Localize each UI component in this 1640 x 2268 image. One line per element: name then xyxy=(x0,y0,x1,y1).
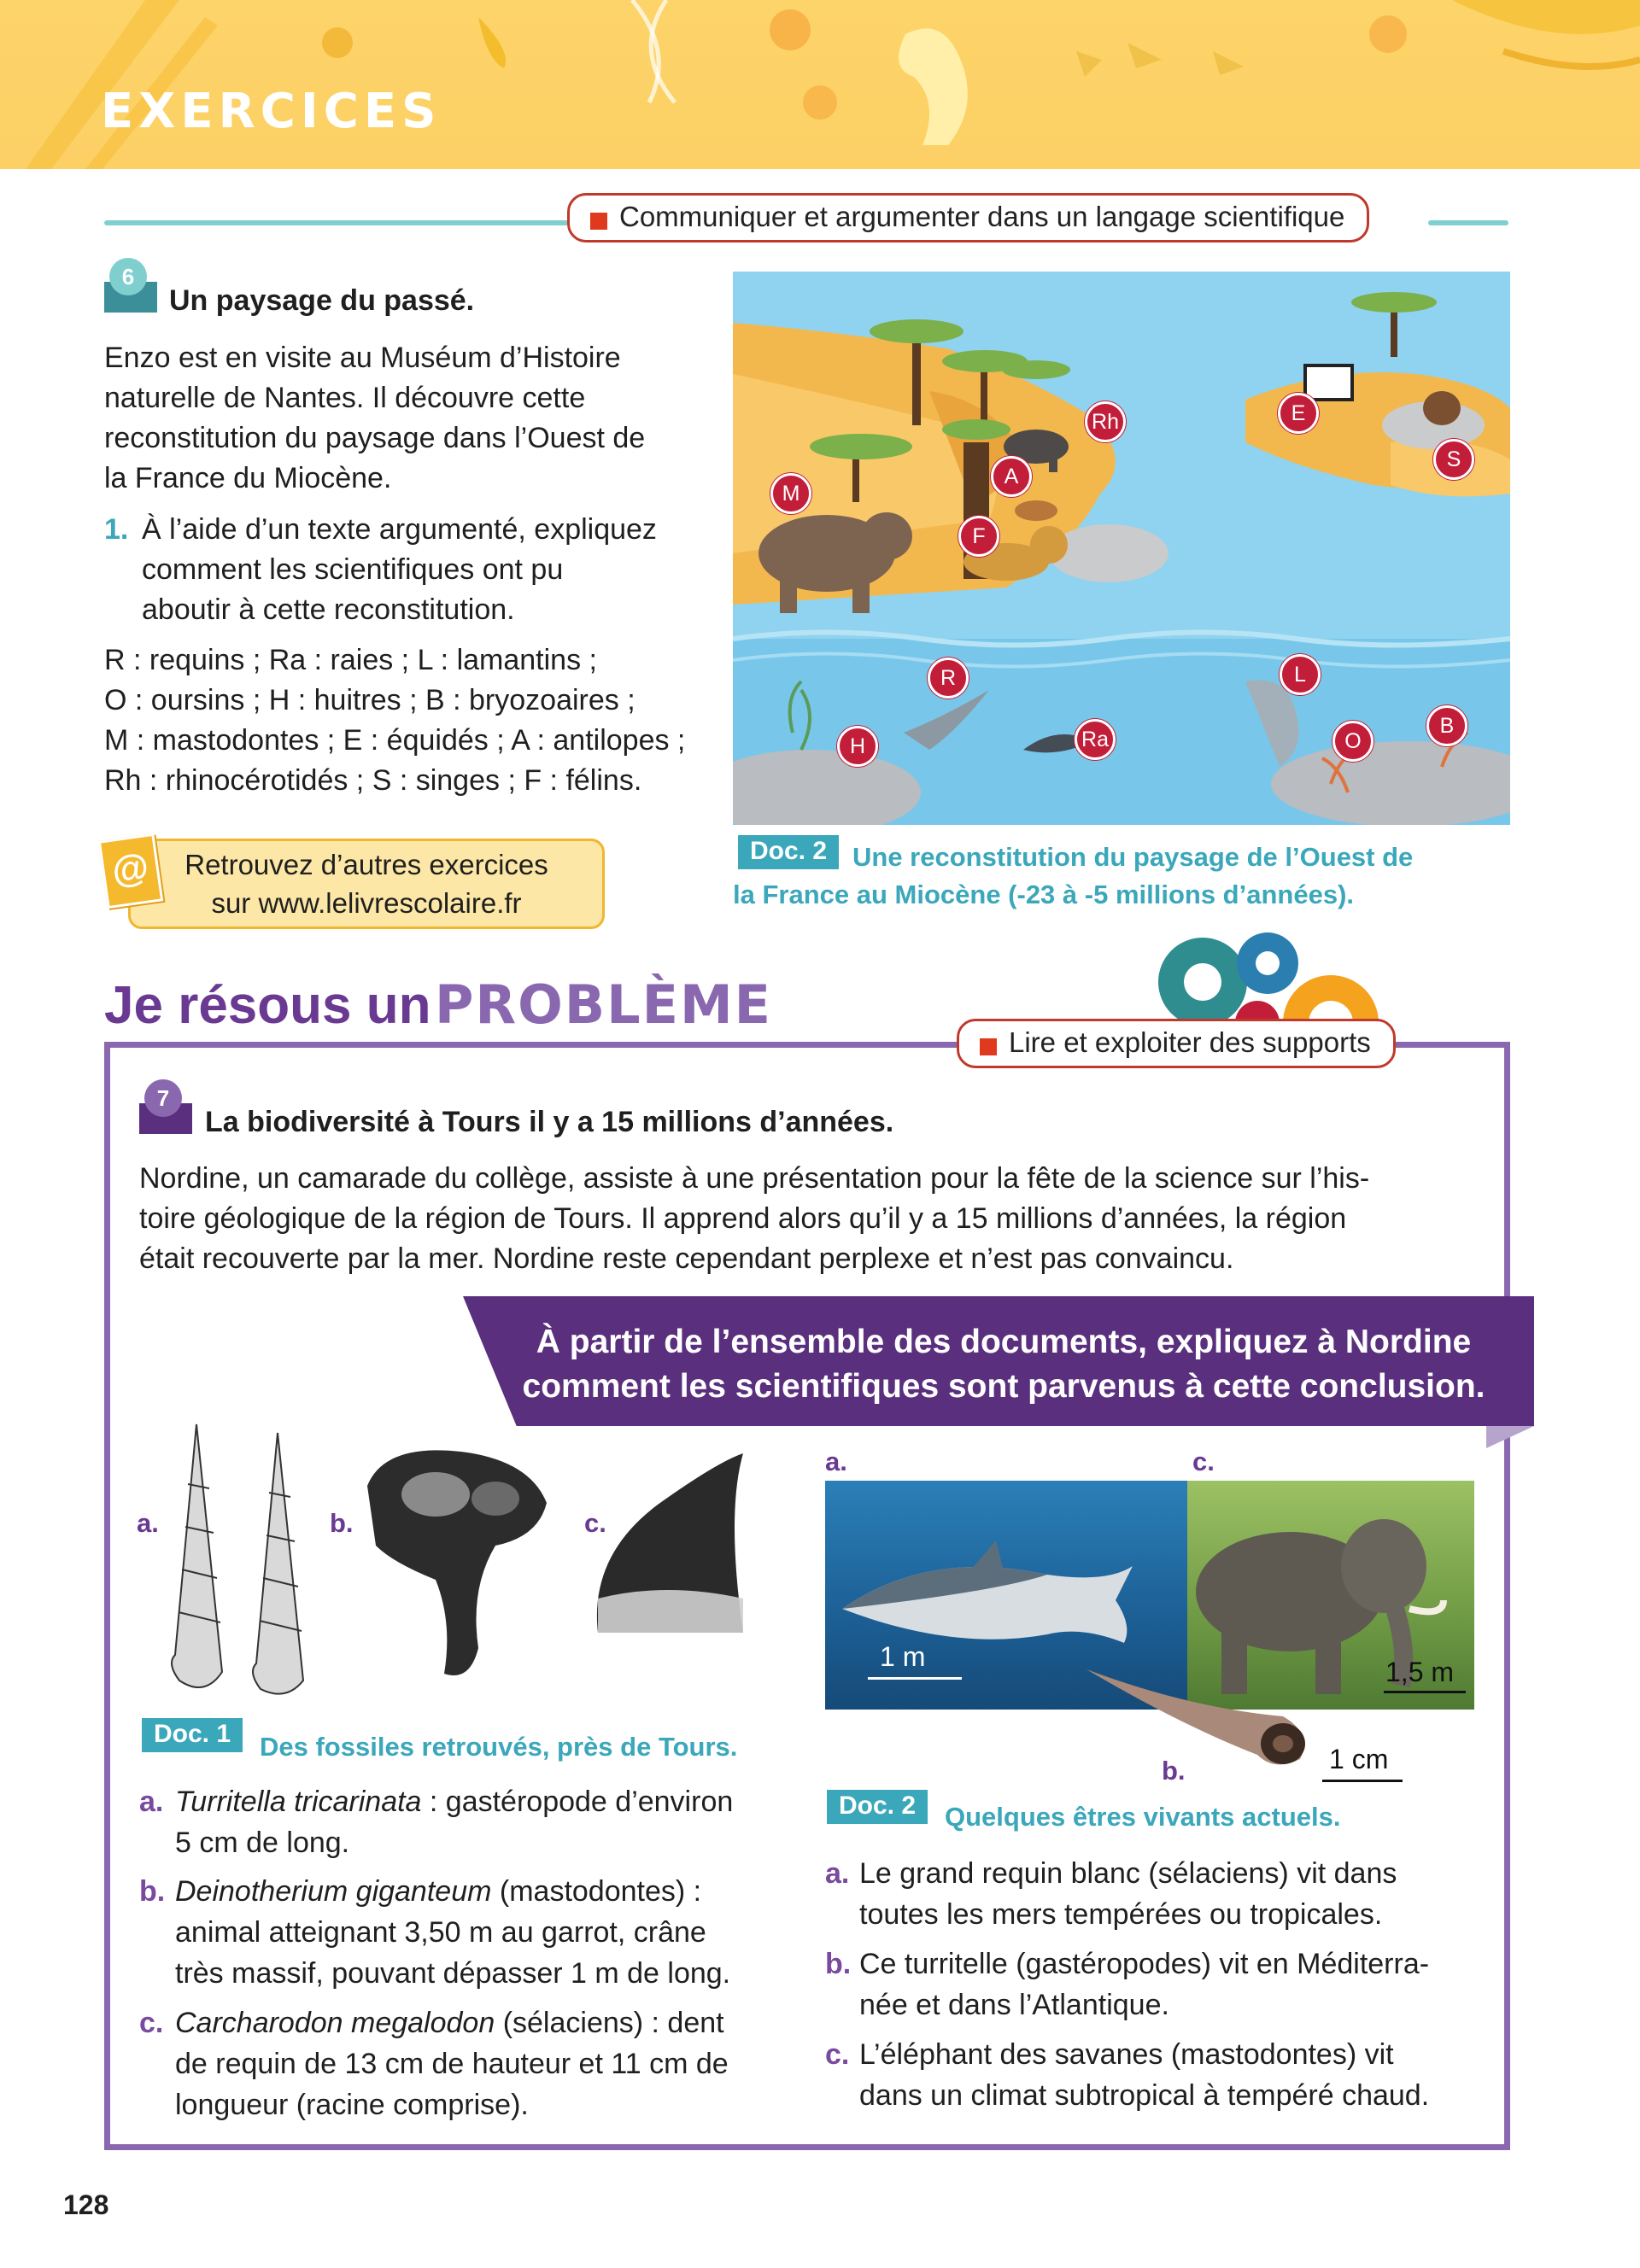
marker-l: L xyxy=(1280,654,1321,695)
question-line: À l’aide d’un texte argumenté, expliquez xyxy=(142,513,657,546)
item-letter: b. xyxy=(139,1875,166,1908)
header-title: EXERCICES xyxy=(101,84,442,139)
page-number: 128 xyxy=(63,2189,109,2220)
species-name: Turritella tricarinata xyxy=(175,1786,422,1818)
item-text: de requin de 13 cm de hauteur et 11 cm de xyxy=(175,2048,729,2080)
problem-intro xyxy=(139,1159,1480,1279)
section-rule-left xyxy=(104,220,574,225)
question-number: 1. xyxy=(104,513,129,546)
caption-line1: Une reconstitution du paysage de l’Ouest de xyxy=(852,842,1414,872)
item-letter: b. xyxy=(825,1948,852,1980)
doc1-item-a xyxy=(139,1781,805,1863)
scale-label-shell: 1 cm xyxy=(1329,1744,1389,1774)
doc-caption-landscape xyxy=(733,839,1519,914)
at-sign-icon xyxy=(98,833,163,909)
section-rule-right xyxy=(1428,220,1508,225)
intro-line: Nordine, un camarade du collège, assiste à une présentation pour la fête de la science sur l’his- xyxy=(139,1162,1370,1195)
marker-b: B xyxy=(1426,705,1467,746)
marker-rh: Rh xyxy=(1085,401,1126,442)
doc1-item-c xyxy=(139,2002,814,2125)
marker-s: S xyxy=(1433,439,1474,480)
item-letter: c. xyxy=(139,2007,164,2039)
item-text: (mastodontes) : xyxy=(491,1875,702,1908)
web-link-line2[interactable]: sur www.lelivrescolaire.fr xyxy=(211,887,522,919)
intro-line: Enzo est en visite au Muséum d’Histoire xyxy=(104,342,621,374)
doc2-item-a xyxy=(825,1853,1483,1935)
intro-line: était recouverte par la mer. Nordine reste cependant perplexe et n’est pas convaincu. xyxy=(139,1242,1234,1275)
fossil-fig-letter-b: b. xyxy=(330,1508,354,1538)
living-fig-letter-a: a. xyxy=(825,1447,847,1476)
exercise-number-badge xyxy=(139,1085,192,1139)
exercise-question xyxy=(104,510,719,630)
marker-a: A xyxy=(991,456,1032,497)
question-line: comment les scientifiques ont pu xyxy=(142,553,564,586)
marker-r: R xyxy=(928,658,969,699)
species-name: Deinotherium giganteum xyxy=(175,1875,492,1908)
problem-heading-part2: PROBLÈME xyxy=(434,973,772,1036)
problem-title: La biodiversité à Tours il y a 15 millions d’années. xyxy=(205,1106,894,1138)
item-text: Le grand requin blanc (sélaciens) vit dans xyxy=(859,1857,1397,1890)
item-text: L’éléphant des savanes (mastodontes) vit xyxy=(859,2038,1394,2071)
scale-bar-shark xyxy=(868,1677,962,1680)
doc2-item-c xyxy=(825,2034,1483,2116)
intro-line: naturelle de Nantes. Il découvre cette xyxy=(104,382,586,414)
item-text: née et dans l’Atlantique. xyxy=(859,1989,1169,2021)
living-fig-letter-c: c. xyxy=(1192,1447,1215,1476)
scale-bar-elephant xyxy=(1384,1691,1466,1693)
species-legend xyxy=(104,640,728,801)
marker-ra: Ra xyxy=(1075,719,1116,760)
at-sign-glyph: @ xyxy=(108,845,152,892)
item-letter: a. xyxy=(139,1786,164,1818)
item-letter: a. xyxy=(825,1857,850,1890)
doc1-label: Doc. 1 xyxy=(142,1718,243,1752)
miocene-landscape-illustration xyxy=(733,272,1510,825)
scale-label-shark: 1 m xyxy=(880,1641,926,1672)
skill-tag-label: Communiquer et argumenter dans un langage scientifique xyxy=(619,201,1345,232)
problem-heading-part1: Je résous un xyxy=(104,976,431,1035)
gears-icon xyxy=(1151,929,1399,1032)
fossil-fig-letter-c: c. xyxy=(584,1508,606,1538)
legend-line: R : requins ; Ra : raies ; L : lamantins ; xyxy=(104,644,597,676)
page-header xyxy=(0,0,1640,169)
scale-bar-shell xyxy=(1322,1780,1403,1782)
item-text: (sélaciens) : dent xyxy=(495,2007,724,2039)
banner-line2: comment les scientifiques sont parvenus à cette conclusion. xyxy=(522,1368,1485,1405)
intro-line: toire géologique de la région de Tours. Il apprend alors qu’il y a 15 millions d’années, la région xyxy=(139,1202,1347,1235)
question-line: aboutir à cette reconstitution. xyxy=(142,593,515,626)
doc1-caption: Des fossiles retrouvés, près de Tours. xyxy=(260,1732,738,1762)
megalodon-tooth-image xyxy=(581,1453,760,1650)
item-letter: c. xyxy=(825,2038,850,2071)
species-name: Carcharodon megalodon xyxy=(175,2007,495,2039)
deinotherium-skull-image xyxy=(350,1435,555,1691)
doc-label-landscape: Doc. 2 xyxy=(738,835,839,869)
scale-label-elephant: 1,5 m xyxy=(1385,1657,1455,1687)
doc1-item-b xyxy=(139,1871,814,1994)
intro-line: reconstitution du paysage dans l’Ouest de xyxy=(104,422,646,454)
living-fig-letter-b: b. xyxy=(1162,1756,1186,1786)
exercise-intro xyxy=(104,338,719,499)
exercise-number-badge xyxy=(104,264,157,318)
marker-f: F xyxy=(958,516,999,557)
web-link-line1: Retrouvez d’autres exercices xyxy=(184,849,548,880)
intro-line: la France du Miocène. xyxy=(104,462,392,494)
legend-line: M : mastodontes ; E : équidés ; A : antilopes ; xyxy=(104,724,686,757)
item-text: très massif, pouvant dépasser 1 m de long. xyxy=(175,1957,731,1990)
marker-h: H xyxy=(837,726,878,767)
task-banner-text xyxy=(478,1320,1529,1409)
skill-tag-label: Lire et exploiter des supports xyxy=(1009,1026,1371,1058)
item-text: : gastéropode d’environ xyxy=(421,1786,734,1818)
skill-tag-read xyxy=(957,1019,1396,1068)
problem-heading xyxy=(104,973,772,1036)
legend-line: Rh : rhinocérotidés ; S : singes ; F : félins. xyxy=(104,764,642,797)
badge-circle: 6 xyxy=(109,258,147,295)
item-text: longueur (racine comprise). xyxy=(175,2089,529,2121)
banner-line1: À partir de l’ensemble des documents, expliquez à Nordine xyxy=(536,1324,1472,1360)
marker-e: E xyxy=(1278,393,1319,434)
doc2-label: Doc. 2 xyxy=(827,1790,928,1824)
banner-shadow xyxy=(1486,1426,1534,1448)
item-text: Ce turritelle (gastéropodes) vit en Méditerra- xyxy=(859,1948,1430,1980)
marker-o: O xyxy=(1332,721,1374,762)
doc2-caption: Quelques êtres vivants actuels. xyxy=(945,1802,1341,1832)
turritella-fossil-image xyxy=(154,1416,325,1706)
item-text: dans un climat subtropical à tempéré chaud. xyxy=(859,2079,1430,2112)
turritella-shell-photo xyxy=(1086,1665,1317,1776)
skill-tag-communicate xyxy=(567,193,1369,243)
caption-line2: la France au Miocène (-23 à -5 millions d’années). xyxy=(733,880,1355,909)
item-text: 5 cm de long. xyxy=(175,1827,350,1859)
exercise-title: Un paysage du passé. xyxy=(169,284,475,317)
marker-m: M xyxy=(770,473,811,514)
item-text: animal atteignant 3,50 m au garrot, crâne xyxy=(175,1916,706,1949)
doc2-item-b xyxy=(825,1944,1483,2025)
legend-line: O : oursins ; H : huitres ; B : bryozoaires ; xyxy=(104,684,636,716)
badge-circle: 7 xyxy=(144,1079,182,1117)
web-link-box[interactable] xyxy=(128,839,605,929)
fossil-fig-letter-a: a. xyxy=(137,1508,159,1538)
item-text: toutes les mers tempérées ou tropicales. xyxy=(859,1898,1383,1931)
